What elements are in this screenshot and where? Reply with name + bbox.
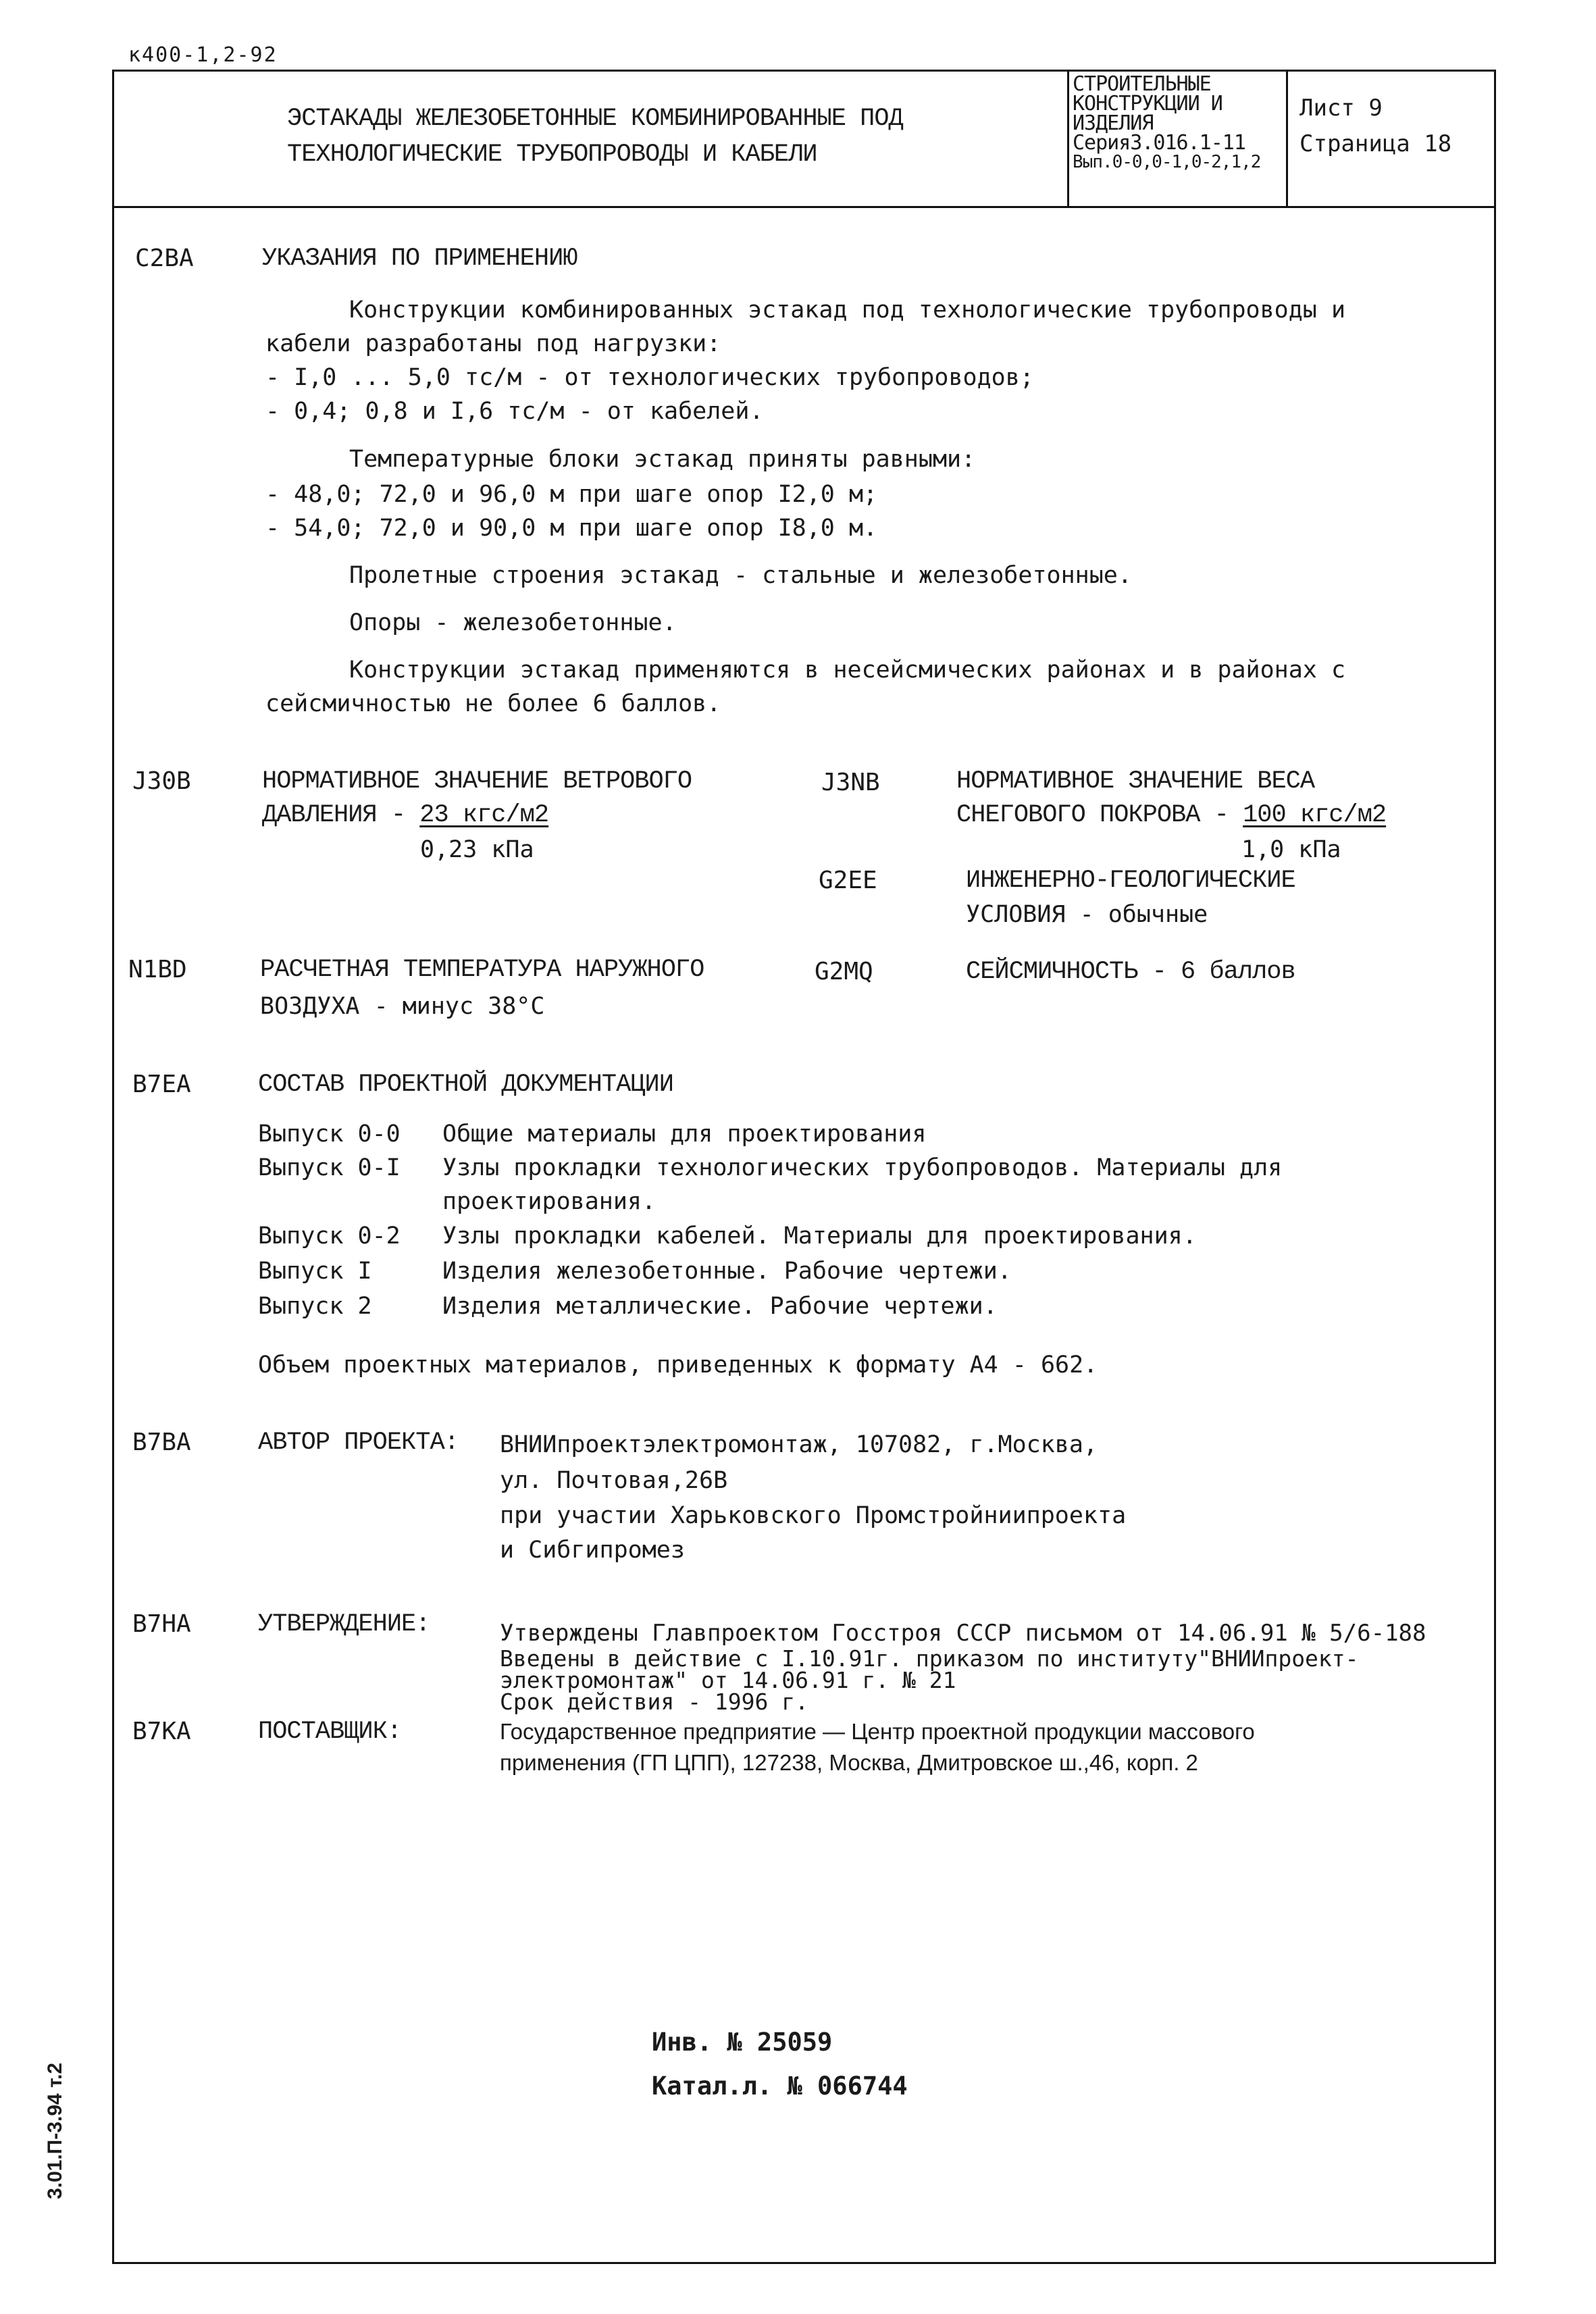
approval-line1: Утверждены Главпроектом Госстроя СССР письмом от 14.06.91 № 5/6-188 [500,1620,1426,1647]
temperature-line1: РАСЧЕТНАЯ ТЕМПЕРАТУРА НАРУЖНОГО [260,956,704,984]
inventory-number: Инв. № 25059 [652,2028,833,2057]
author-line3: при участии Харьковского Промстройниипроекта [500,1502,1127,1529]
snow-label: СНЕГОВОГО ПОКРОВА - [956,801,1243,829]
usage-p1-line1: Конструкции комбинированных эстакад под технологические трубопроводы и [349,297,1346,324]
approval-line3: электромонтаж" от 14.06.91 г. № 21 [500,1667,956,1693]
usage-p2-line3: - 54,0; 72,0 и 90,0 м при шаге опор I8,0 м. [265,515,878,542]
sheet-number: Лист 9 [1299,95,1383,122]
supplier-line1: Государственное предприятие — Центр проектной продукции массового [500,1719,1255,1744]
supplier-line2: применения (ГП ЦПП), 127238, Москва, Дмитровское ш.,46, корп. 2 [500,1750,1198,1775]
snow-value: 100 кгс/м2 [1243,801,1387,829]
snow-kpa: 1,0 кПа [1241,836,1341,863]
header-vline-1 [1067,70,1069,208]
snow-line2 [956,801,1386,829]
wind-label: ДАВЛЕНИЯ - [262,801,420,829]
series-code: Серия3.016.1-11 [1073,131,1245,155]
category-line3: ИЗДЕЛИЯ [1073,111,1154,135]
header-title-line1: ЭСТАКАДЫ ЖЕЛЕЗОБЕТОННЫЕ КОМБИНИРОВАННЫЕ ПОД [287,105,903,133]
author-line2: ул. Почтовая,26В [500,1467,728,1494]
issue-list: Вып.0-0,0-1,0-2,1,2 [1073,152,1261,172]
composition-code: B7EA [132,1071,191,1098]
wind-value: 23 кгс/м2 [419,801,549,829]
supplier-label: ПОСТАВЩИК: [258,1718,402,1746]
wind-code: J30B [132,767,191,795]
approval-line4: Срок действия - 1996 г. [500,1689,808,1715]
author-line1: ВНИИпроектэлектромонтаж, 107082, г.Москва, [500,1431,1098,1458]
author-line4: и Сибгипромез [500,1537,685,1564]
wind-line1: НОРМАТИВНОЕ ЗНАЧЕНИЕ ВЕТРОВОГО [262,767,692,796]
approval-line2: Введены в действие с I.10.91г. приказом по институту"ВНИИпроект- [500,1645,1359,1672]
composition-item-text-1: Узлы прокладки технологических трубопроводов. Материалы для [442,1154,1283,1181]
wind-line2 [262,801,548,829]
header-vline-2 [1286,70,1288,208]
geology-code: G2EE [819,867,877,894]
usage-p5-line2: сейсмичностью не более 6 баллов. [265,690,721,717]
document-code: к400-1,2-92 [128,43,278,67]
usage-p5-line1: Конструкции эстакад применяются в несейсмических районах и в районах с [349,657,1346,684]
page-number: Страница 18 [1299,130,1452,157]
side-stamp: 3.01.П-3.94 т.2 [44,2062,66,2200]
approval-code: B7HA [132,1610,191,1638]
catalog-number: Катал.л. № 066744 [652,2072,908,2101]
geology-line2: УСЛОВИЯ - обычные [966,901,1208,928]
usage-p2-line2: - 48,0; 72,0 и 96,0 м при шаге опор I2,0 м; [265,481,878,508]
usage-p4: Опоры - железобетонные. [349,609,677,636]
composition-item-issue-1: Выпуск 0-I [258,1154,401,1181]
composition-item-text-2: Узлы прокладки кабелей. Материалы для проектирования. [442,1223,1197,1250]
snow-line1: НОРМАТИВНОЕ ЗНАЧЕНИЕ ВЕСА [956,767,1315,796]
header-title-line2: ТЕХНОЛОГИЧЕСКИЕ ТРУБОПРОВОДЫ И КАБЕЛИ [287,140,817,169]
wind-kpa: 0,23 кПа [420,836,534,863]
seismic-text: СЕЙСМИЧНОСТЬ - 6 баллов [966,958,1295,986]
temperature-code: N1BD [128,956,187,983]
category-line2: КОНСТРУКЦИИ И [1073,92,1222,115]
composition-item-text2-1: проектирования. [442,1188,657,1215]
composition-item-issue-2: Выпуск 0-2 [258,1223,401,1250]
composition-item-text-3: Изделия железобетонные. Рабочие чертежи. [442,1258,1012,1285]
supplier-code: B7KA [132,1718,191,1745]
author-label: АВТОР ПРОЕКТА: [258,1429,459,1457]
composition-volume: Объем проектных материалов, приведенных к формату А4 - 662. [258,1352,1098,1379]
usage-p1-line4: - 0,4; 0,8 и I,6 тс/м - от кабелей. [265,398,764,425]
usage-p1-line3: - I,0 ... 5,0 тс/м - от технологических трубопроводов; [265,364,1034,391]
usage-heading: УКАЗАНИЯ ПО ПРИМЕНЕНИЮ [262,245,577,273]
composition-item-text-0: Общие материалы для проектирования [442,1121,927,1148]
header-category-block [1073,74,1260,172]
composition-item-text-4: Изделия металлические. Рабочие чертежи. [442,1293,998,1320]
author-code: B7BA [132,1429,191,1456]
usage-code: C2BA [135,245,194,272]
usage-p1-line2: кабели разработаны под нагрузки: [265,330,721,357]
approval-label: УТВЕРЖДЕНИЕ: [258,1610,430,1639]
composition-item-issue-3: Выпуск I [258,1258,372,1285]
usage-p3: Пролетные строения эстакад - стальные и железобетонные. [349,562,1132,589]
usage-p2-line1: Температурные блоки эстакад приняты равными: [349,446,976,473]
temperature-line2: ВОЗДУХА - минус 38°С [260,993,545,1020]
geology-line1: ИНЖЕНЕРНО-ГЕОЛОГИЧЕСКИЕ [966,867,1295,895]
category-line1: СТРОИТЕЛЬНЫЕ [1073,72,1211,96]
composition-item-issue-0: Выпуск 0-0 [258,1121,401,1148]
snow-code: J3NB [821,769,880,796]
seismic-code: G2MQ [815,958,873,985]
composition-item-issue-4: Выпуск 2 [258,1293,372,1320]
composition-heading: СОСТАВ ПРОЕКТНОЙ ДОКУМЕНТАЦИИ [258,1071,673,1099]
